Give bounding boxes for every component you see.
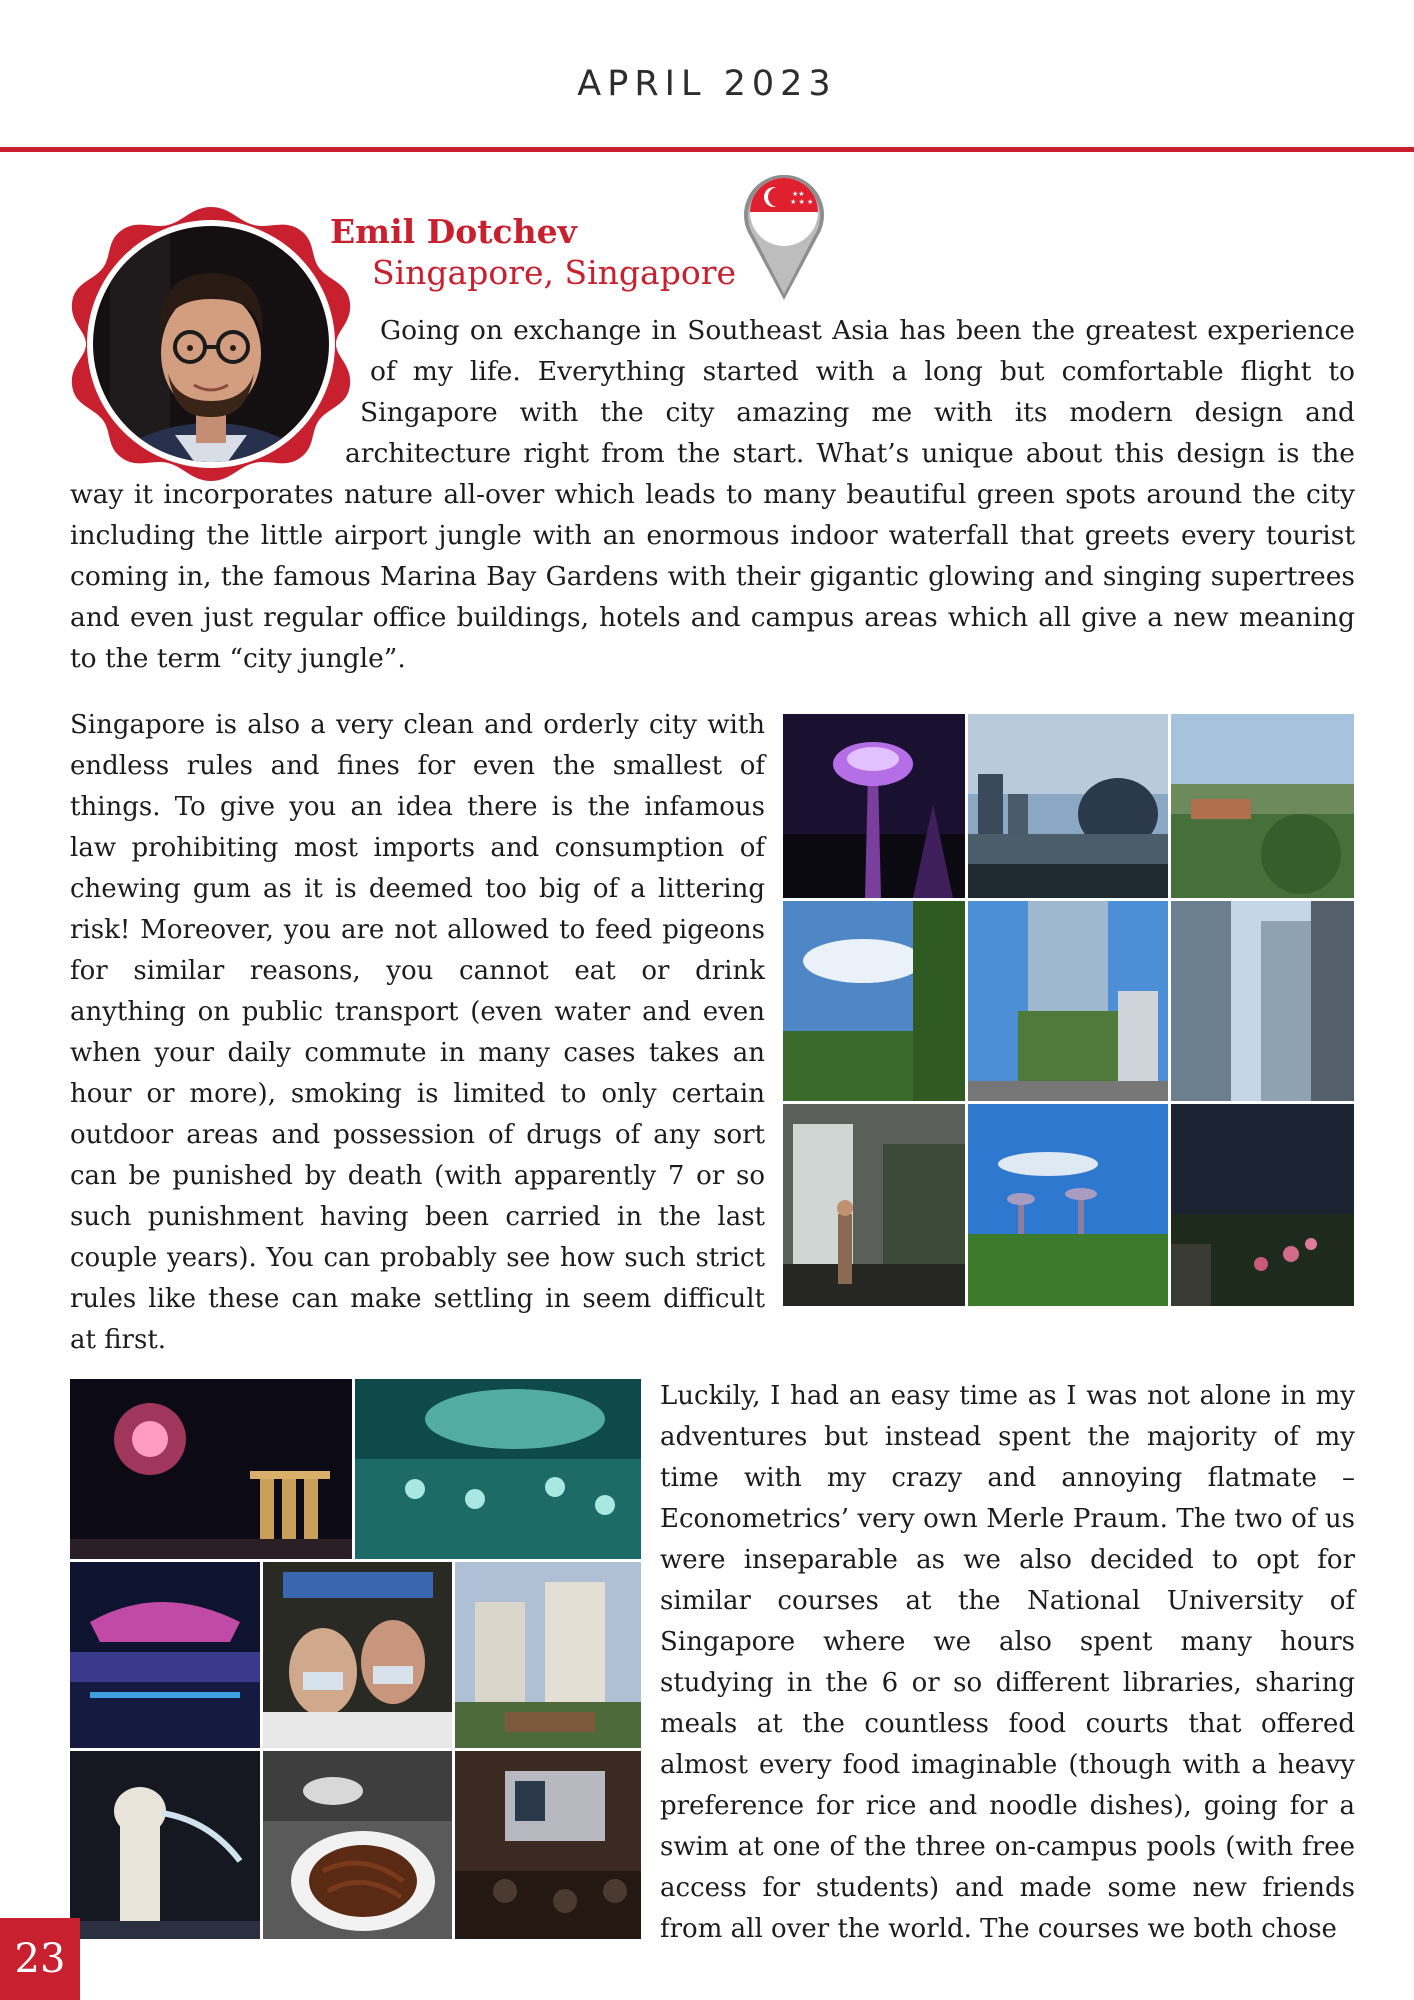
student-life-photo-collage xyxy=(70,1379,641,1939)
photo-clarke-quay-night xyxy=(70,1562,260,1748)
avatar-text-spacer xyxy=(70,310,380,474)
photo-skyscrapers xyxy=(1171,901,1354,1101)
svg-text:★★: ★★ xyxy=(792,190,805,198)
intro-paragraph-block xyxy=(70,310,1355,679)
header-divider xyxy=(0,147,1414,152)
photo-lecture-hall xyxy=(455,1751,641,1939)
paragraph-3-block xyxy=(660,1376,1355,1950)
author-location: Singapore, Singapore xyxy=(372,253,736,292)
photo-green-tower xyxy=(968,901,1168,1101)
photo-gardens-supertrees-day xyxy=(968,1104,1168,1306)
singapore-flag-pin-icon xyxy=(740,172,828,302)
photo-marina-bay-skyline xyxy=(968,714,1168,898)
photo-jungle-view xyxy=(783,901,965,1101)
photo-jewel-waterfall xyxy=(783,1104,965,1306)
paragraph-2-block xyxy=(70,705,765,1361)
photo-campus-buildings xyxy=(455,1562,641,1748)
paragraph-2: Singapore is also a very clean and orderly city with endless rules and fines for even the smallest of things. To give you an idea there is the infamous law prohibiting most imports and consumption of chewing gum as it is deemed too big of a littering risk! Moreover, you are not allowed to feed pigeons for similar reasons, you cannot eat or drink anything on public transport (even water and even when your daily commute in many cases takes an hour or more), smoking is limited to only certain outdoor areas and possession of drugs of any sort can be punished by death (with apparently 7 or so such punishment having been carried in the last couple years). You can probably see how such strict rules like these can make settling in seem difficult at first. xyxy=(70,710,765,1355)
page-number-badge: 23 xyxy=(0,1918,80,2000)
intro-paragraph: Going on exchange in Southeast Asia has been the greatest experience of my life. Everything started with a long but comfortable flight to Singapore with the city amazing me with its modern design and architecture right from the start. What’s unique about this design is the way it incorporates nature all-over which leads to many beautiful green spots around the city including the little airport jungle with an enormous indoor waterfall that greets every tourist coming in, the famous Marina Bay Gardens with their gigantic glowing and singing supertrees and even just regular office buildings, hotels and campus areas which all give a new meaning to the term “city jungle”. xyxy=(70,315,1355,674)
photo-green-cityscape xyxy=(1171,714,1354,898)
author-name: Emil Dotchev xyxy=(330,212,577,251)
photo-selfie-with-flatmate xyxy=(263,1562,452,1748)
photo-noodle-dish xyxy=(263,1751,452,1939)
photo-supertree-night xyxy=(783,714,965,898)
photo-fireworks-marina-bay xyxy=(70,1379,352,1559)
paragraph-3: Luckily, I had an easy time as I was not alone in my adventures but instead spent the majority of my time with my crazy and annoying flatmate – Econometrics’ very own Merle Praum. The two of us were inseparable as we also decided to opt for similar courses at the National University of Singapore where we also spent many hours studying in the 6 or so different libraries, sharing meals at the countless food courts that offered almost every food imaginable (though with a heavy preference for rice and noodle dishes), going for a swim at one of the three on-campus pools (with free access for students) and made some new friends from all over the world. The courses we both chose xyxy=(660,1381,1355,1944)
svg-text:★ ★ ★: ★ ★ ★ xyxy=(790,198,814,206)
photo-merlion-statue xyxy=(70,1751,260,1939)
photo-concert-crowd xyxy=(355,1379,641,1559)
singapore-photo-collage xyxy=(783,714,1354,1306)
photo-evening-terrace xyxy=(1171,1104,1354,1306)
page-header-title: APRIL 2023 xyxy=(577,64,837,104)
